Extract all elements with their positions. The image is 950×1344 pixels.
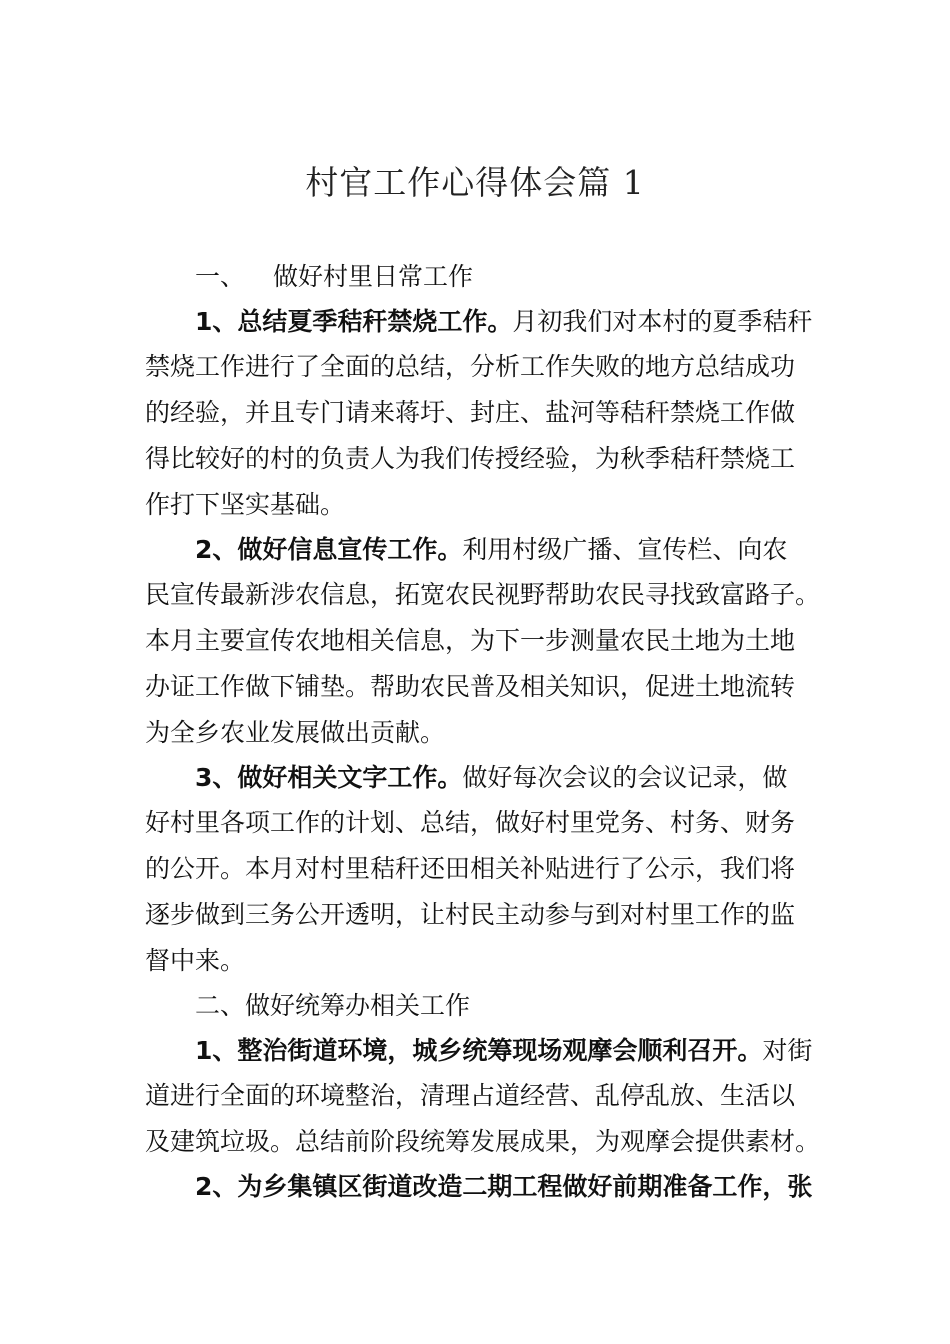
paragraph-line: 及建筑垃圾。总结前阶段统筹发展成果，为观摩会提供素材。 — [145, 1127, 821, 1156]
item-1-2-heading: 2、做好信息宣传工作。 — [195, 535, 463, 564]
item-2-2-heading: 2、为乡集镇区街道改造二期工程做好前期准备工作，张 — [195, 1172, 813, 1201]
item-1-1-first-line — [195, 307, 812, 337]
paragraph-line: 对街 — [762, 1036, 813, 1065]
paragraph-line: 禁烧工作进行了全面的总结，分析工作失败的地方总结成功 — [145, 352, 796, 381]
paragraph-line: 督中来。 — [145, 946, 246, 975]
paragraph-line: 作打下坚实基础。 — [145, 490, 346, 519]
section-1-heading — [195, 262, 473, 292]
item-1-3-heading: 3、做好相关文字工作。 — [195, 763, 463, 792]
paragraph-line: 道进行全面的环境整治，清理占道经营、乱停乱放、生活以 — [145, 1081, 796, 1110]
paragraph-line: 的经验，并且专门请来蒋圩、封庄、盐河等秸秆禁烧工作做 — [145, 398, 796, 427]
paragraph-line: 做好每次会议的会议记录，做 — [462, 763, 788, 792]
section-1-title: 做好村里日常工作 — [273, 262, 474, 291]
paragraph-line: 利用村级广播、宣传栏、向农 — [462, 535, 788, 564]
section-1-number: 一、 — [195, 262, 246, 291]
paragraph-line: 民宣传最新涉农信息，拓宽农民视野帮助农民寻找致富路子。 — [145, 580, 821, 609]
item-2-1-heading: 1、整治街道环境，城乡统筹现场观摩会顺利召开。 — [195, 1036, 763, 1065]
paragraph-line: 为全乡农业发展做出贡献。 — [145, 718, 446, 747]
paragraph-line: 逐步做到三务公开透明，让村民主动参与到对村里工作的监 — [145, 900, 796, 929]
paragraph-line: 得比较好的村的负责人为我们传授经验，为秋季秸秆禁烧工 — [145, 444, 796, 473]
paragraph-line: 本月主要宣传农地相关信息，为下一步测量农民土地为土地 — [145, 626, 796, 655]
item-2-1-first-line — [195, 1036, 812, 1066]
document-title: 村官工作心得体会篇 1 — [305, 163, 645, 202]
section-2-heading: 二、做好统筹办相关工作 — [195, 991, 471, 1020]
item-1-2-first-line — [195, 535, 787, 565]
item-1-3-first-line — [195, 763, 787, 793]
paragraph-line: 好村里各项工作的计划、总结，做好村里党务、村务、财务 — [145, 808, 796, 837]
item-2-2-first-line — [195, 1172, 812, 1202]
item-1-1-heading: 1、总结夏季秸秆禁烧工作。 — [195, 307, 513, 336]
paragraph-line: 办证工作做下铺垫。帮助农民普及相关知识，促进土地流转 — [145, 672, 796, 701]
paragraph-line: 月初我们对本村的夏季秸秆 — [512, 307, 813, 336]
paragraph-line: 的公开。本月对村里秸秆还田相关补贴进行了公示，我们将 — [145, 854, 796, 883]
